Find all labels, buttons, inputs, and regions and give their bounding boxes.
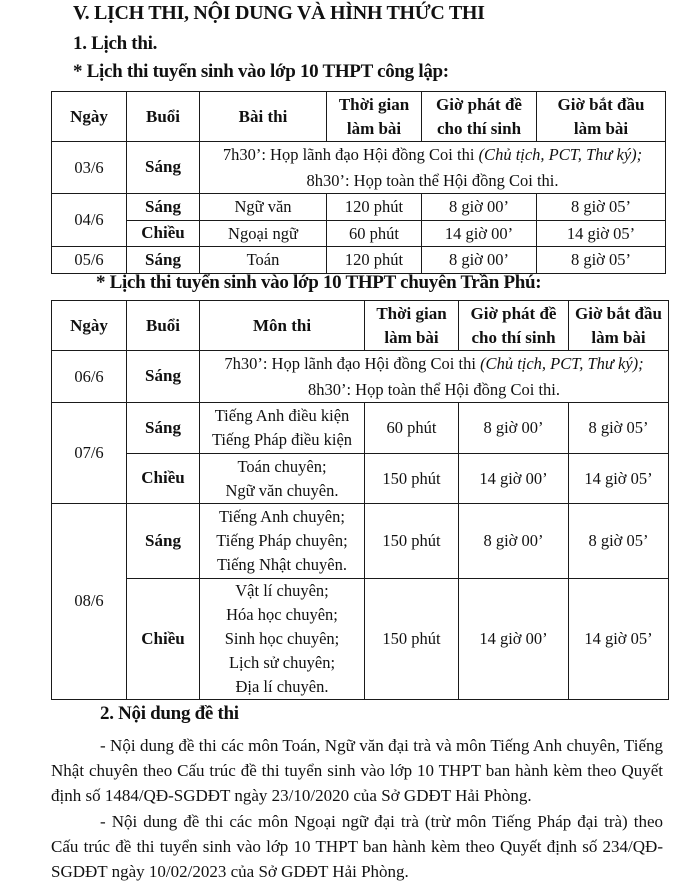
- table-row: [52, 221, 666, 247]
- cell-start-time: 8 giờ 05’: [537, 247, 666, 274]
- cell-session: Sáng: [127, 351, 200, 403]
- subsection-exam-schedule: 1. Lịch thi.: [73, 33, 158, 54]
- cell-date: 05/6: [52, 247, 127, 274]
- table-row: [52, 247, 666, 274]
- table-row: [52, 454, 669, 504]
- cell-start-time: 8 giờ 05’: [537, 194, 666, 221]
- cell-meeting-note: 7h30’: Họp lãnh đạo Hội đồng Coi thi (Chủ tịch, PCT, Thư ký); 8h30’: Họp toàn thể Hội đồng Coi thi.: [200, 142, 666, 194]
- table-row: [52, 504, 669, 579]
- cell-duration: 150 phút: [365, 504, 459, 579]
- specialized-school-schedule-table: [51, 300, 669, 700]
- header-date: Ngày: [52, 301, 127, 351]
- cell-duration: 150 phút: [365, 579, 459, 700]
- header-duration: Thời gian làm bài: [365, 301, 459, 351]
- table-row-meeting: [52, 142, 666, 194]
- header-subject: Bài thi: [200, 92, 327, 142]
- cell-session: Sáng: [127, 194, 200, 221]
- cell-subject: Toán: [200, 247, 327, 274]
- table-row-meeting: [52, 351, 669, 403]
- header-distribute-time: Giờ phát đề cho thí sinh: [422, 92, 537, 142]
- cell-subjects: Vật lí chuyên; Hóa học chuyên; Sinh học chuyên; Lịch sử chuyên; Địa lí chuyên.: [200, 579, 365, 700]
- table-row: [52, 194, 666, 221]
- cell-session: Chiều: [127, 221, 200, 247]
- cell-distribute-time: 8 giờ 00’: [422, 194, 537, 221]
- cell-distribute-time: 14 giờ 00’: [459, 454, 569, 504]
- header-subject: Môn thi: [200, 301, 365, 351]
- cell-date: 08/6: [52, 504, 127, 700]
- cell-session: Sáng: [127, 403, 200, 454]
- cell-session: Sáng: [127, 504, 200, 579]
- header-duration: Thời gian làm bài: [327, 92, 422, 142]
- public-schools-schedule-caption: * Lịch thi tuyển sinh vào lớp 10 THPT công lập:: [73, 61, 449, 82]
- cell-meeting-note: 7h30’: Họp lãnh đạo Hội đồng Coi thi (Chủ tịch, PCT, Thư ký); 8h30’: Họp toàn thể Hội đồng Coi thi.: [200, 351, 669, 403]
- table-row: [52, 579, 669, 700]
- table-header-row: [52, 301, 669, 351]
- cell-distribute-time: 14 giờ 00’: [459, 579, 569, 700]
- cell-session: Chiều: [127, 454, 200, 504]
- cell-start-time: 14 giờ 05’: [569, 579, 669, 700]
- cell-duration: 150 phút: [365, 454, 459, 504]
- cell-start-time: 14 giờ 05’: [569, 454, 669, 504]
- cell-distribute-time: 8 giờ 00’: [422, 247, 537, 274]
- specialized-school-schedule-caption: * Lịch thi tuyển sinh vào lớp 10 THPT chuyên Trần Phú:: [96, 272, 542, 293]
- cell-date: 07/6: [52, 403, 127, 504]
- table-header-row: [52, 92, 666, 142]
- header-date: Ngày: [52, 92, 127, 142]
- header-start-time: Giờ bắt đầu làm bài: [537, 92, 666, 142]
- public-schools-schedule-table: [51, 91, 666, 274]
- cell-date: 03/6: [52, 142, 127, 194]
- header-distribute-time: Giờ phát đề cho thí sinh: [459, 301, 569, 351]
- cell-duration: 120 phút: [327, 247, 422, 274]
- subsection-exam-content: 2. Nội dung đề thi: [100, 703, 239, 724]
- cell-start-time: 8 giờ 05’: [569, 403, 669, 454]
- header-session: Buổi: [127, 301, 200, 351]
- cell-start-time: 8 giờ 05’: [569, 504, 669, 579]
- cell-subjects: Toán chuyên; Ngữ văn chuyên.: [200, 454, 365, 504]
- cell-duration: 120 phút: [327, 194, 422, 221]
- cell-subject: Ngữ văn: [200, 194, 327, 221]
- cell-subjects: Tiếng Anh chuyên; Tiếng Pháp chuyên; Tiếng Nhật chuyên.: [200, 504, 365, 579]
- cell-subject: Ngoại ngữ: [200, 221, 327, 247]
- cell-distribute-time: 8 giờ 00’: [459, 403, 569, 454]
- cell-duration: 60 phút: [327, 221, 422, 247]
- cell-session: Sáng: [127, 247, 200, 274]
- cell-start-time: 14 giờ 05’: [537, 221, 666, 247]
- cell-distribute-time: 14 giờ 00’: [422, 221, 537, 247]
- cell-subjects: Tiếng Anh điều kiện Tiếng Pháp điều kiện: [200, 403, 365, 454]
- paragraph: - Nội dung đề thi các môn Toán, Ngữ văn đại trà và môn Tiếng Anh chuyên, Tiếng Nhật chuyên theo Cấu trúc đề thi tuyển sinh vào lớp 10 THPT ban hành kèm theo Quyết định số 1484/QĐ-SGDĐT ngày 23/10/2020 của Sở GDĐT Hải Phòng.: [51, 736, 663, 805]
- cell-session: Sáng: [127, 142, 200, 194]
- table-row: [52, 403, 669, 454]
- cell-distribute-time: 8 giờ 00’: [459, 504, 569, 579]
- cell-session: Chiều: [127, 579, 200, 700]
- header-session: Buổi: [127, 92, 200, 142]
- paragraph: - Nội dung đề thi các môn Ngoại ngữ đại trà (trừ môn Tiếng Pháp đại trà) theo Cấu trúc đề thi tuyển sinh vào lớp 10 THPT ban hành kèm theo Quyết định số 234/QĐ-SGDĐT ngày 10/02/2023 của Sở GDĐT Hải Phòng.: [51, 812, 663, 881]
- header-start-time: Giờ bắt đầu làm bài: [569, 301, 669, 351]
- cell-date: 06/6: [52, 351, 127, 403]
- section-title: V. LỊCH THI, NỘI DUNG VÀ HÌNH THỨC THI: [73, 2, 485, 24]
- cell-date: 04/6: [52, 194, 127, 247]
- cell-duration: 60 phút: [365, 403, 459, 454]
